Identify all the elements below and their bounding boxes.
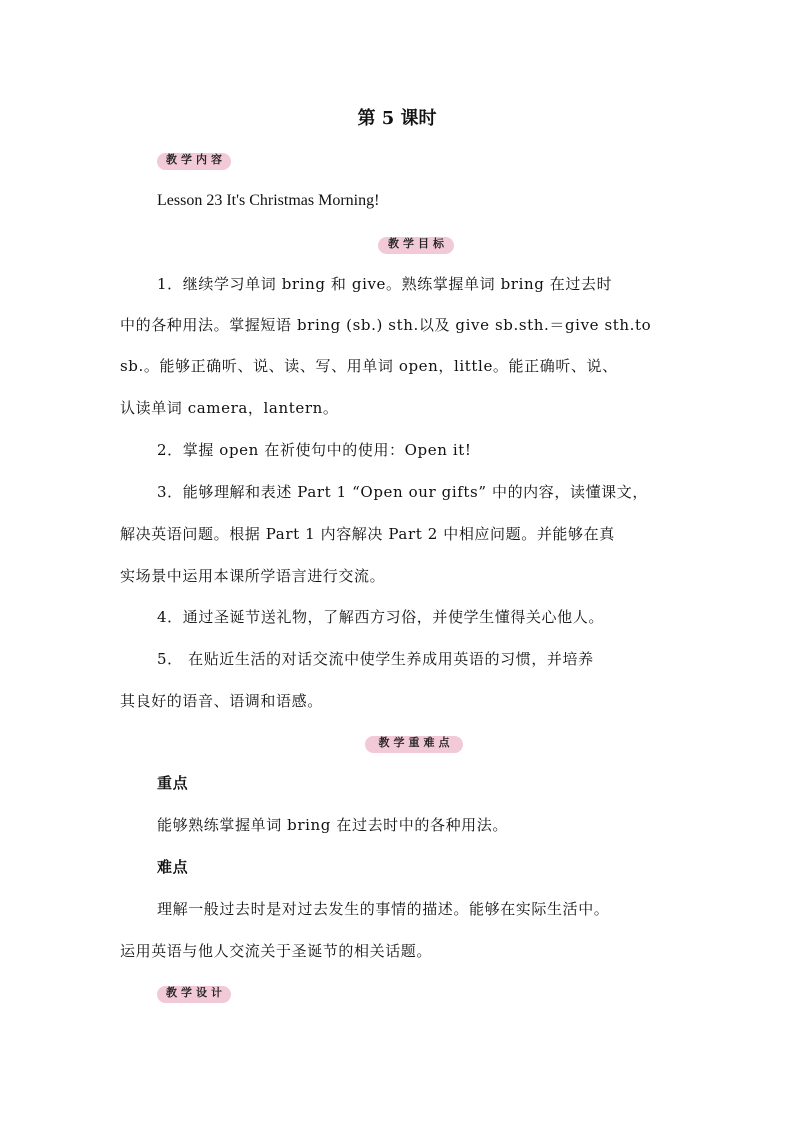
goal-line: 3．能够理解和表述 Part 1 “Open our gifts” 中的内容，读懂课文，	[157, 483, 648, 501]
goal-line: 中的各种用法。掌握短语 bring (sb.) sth.以及 give sb.sth.＝give sth.to	[120, 316, 652, 334]
goal-line: sb.。能够正确听、说、读、写、用单词 open，little。能正确听、说、	[120, 357, 618, 375]
goal-line: 认读单词 camera，lantern。	[120, 399, 339, 417]
section-tag-content: 教学内容	[157, 150, 231, 170]
lesson-title: Lesson 23 It's Christmas Morning!	[157, 192, 380, 209]
key-heading: 重点	[157, 774, 189, 792]
section-tag-design: 教学设计	[157, 983, 231, 1003]
goal-line: 5． 在贴近生活的对话交流中使学生养成用英语的习惯，并培养	[157, 650, 594, 668]
difficult-heading: 难点	[157, 858, 189, 876]
key-text: 能够熟练掌握单词 bring 在过去时中的各种用法。	[157, 816, 508, 834]
goal-line: 1．继续学习单词 bring 和 give。熟练掌握单词 bring 在过去时	[157, 275, 613, 293]
page-title: 第 5 课时	[357, 108, 437, 129]
section-tag-key-points: 教学重难点	[365, 733, 463, 753]
goal-line: 4．通过圣诞节送礼物，了解西方习俗，并使学生懂得关心他人。	[157, 608, 604, 626]
goal-line: 2．掌握 open 在祈使句中的使用：Open it!	[157, 441, 472, 459]
goal-line: 其良好的语音、语调和语感。	[120, 692, 323, 710]
difficult-line: 运用英语与他人交流关于圣诞节的相关话题。	[120, 942, 433, 960]
difficult-line: 理解一般过去时是对过去发生的事情的描述。能够在实际生活中。	[157, 900, 610, 918]
goal-line: 解决英语问题。根据 Part 1 内容解决 Part 2 中相应问题。并能够在真	[120, 525, 615, 543]
goal-line: 实场景中运用本课所学语言进行交流。	[120, 567, 386, 585]
section-tag-goals: 教学目标	[378, 234, 454, 254]
